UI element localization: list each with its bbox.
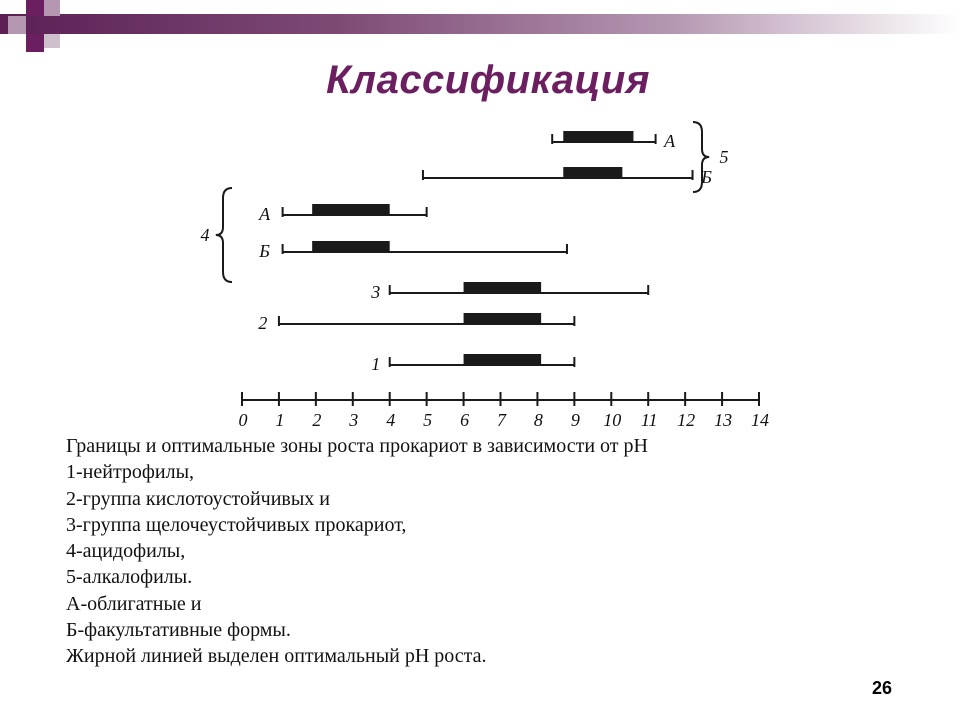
caption-line: А-облигатные и [66, 592, 202, 615]
optimum-bar [312, 204, 390, 216]
optimum-bar [312, 241, 390, 253]
page-title: Классификация [326, 58, 650, 102]
axis-tick-label: 4 [386, 410, 396, 430]
axis-tick-label: 12 [677, 410, 696, 430]
range-label: Б [259, 241, 270, 261]
range-label: 1 [371, 354, 381, 374]
optimum-bar [464, 313, 542, 325]
caption-line: Б-факультативные формы. [66, 619, 291, 642]
caption-line: 4-ацидофилы, [66, 540, 186, 563]
range-label: А [664, 131, 676, 151]
axis-tick-label: 2 [312, 410, 322, 430]
caption-line: Границы и оптимальные зоны роста прокариот в зависимости от pH [66, 435, 648, 457]
group-brace [216, 188, 232, 282]
axis-tick-label: 1 [275, 410, 285, 430]
range-label: Б [701, 167, 712, 187]
axis-tick-label: 0 [238, 410, 248, 430]
range-label: 2 [258, 313, 268, 333]
group-label: 5 [719, 147, 729, 167]
optimum-bar [464, 354, 542, 366]
axis-tick-label: 5 [423, 410, 433, 430]
axis-tick-label: 9 [570, 410, 580, 430]
axis-tick-label: 14 [751, 410, 769, 430]
axis-tick-label: 8 [533, 410, 543, 430]
axis-tick-label: 10 [603, 410, 622, 430]
caption-line: 5-алкалофилы. [66, 566, 193, 589]
axis-tick-label: 11 [640, 410, 658, 430]
axis-tick-label: 6 [460, 410, 470, 430]
caption-line: Жирной линией выделен оптимальный pH роста. [66, 645, 487, 668]
slide-number: 26 [872, 678, 893, 698]
caption-line: 1-нейтрофилы, [66, 461, 195, 484]
optimum-bar [464, 282, 542, 294]
range-label: 3 [371, 282, 381, 302]
axis-tick-label: 7 [497, 410, 506, 430]
caption [66, 433, 926, 670]
axis-tick-label: 3 [349, 410, 359, 430]
range-label: А [259, 204, 271, 224]
group-label: 4 [200, 225, 210, 245]
caption-line: 2-группа кислотоустойчивых и [66, 487, 331, 510]
optimum-bar [563, 167, 622, 179]
optimum-bar [563, 131, 633, 143]
caption-line: 3-группа щелочеустойчивых прокариот, [66, 513, 407, 536]
axis-tick-label: 13 [714, 410, 733, 430]
